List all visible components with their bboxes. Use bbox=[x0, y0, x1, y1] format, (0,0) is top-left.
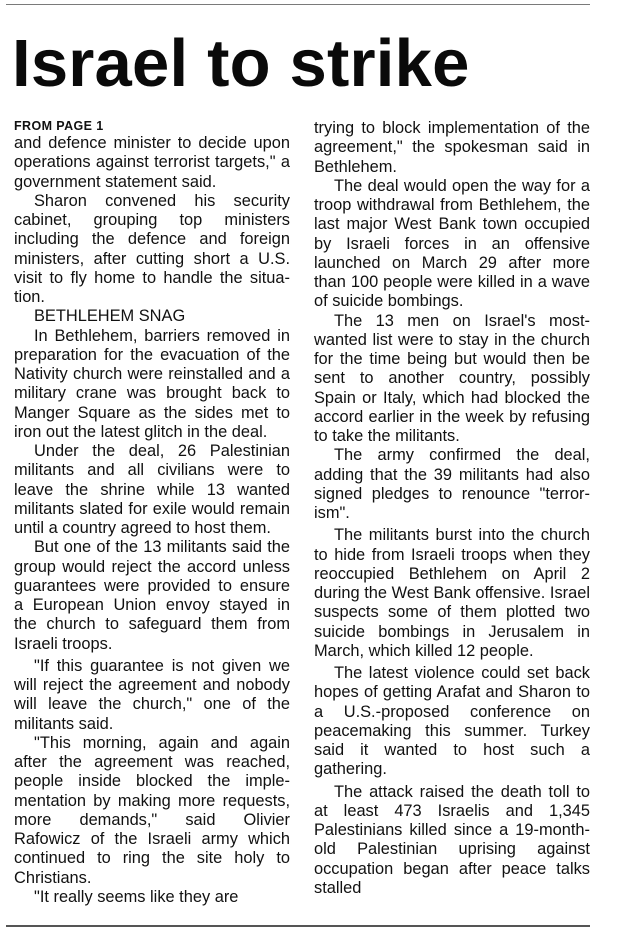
paragraph: trying to block implementation of the agreement," the spokesman said in Bethlehem. bbox=[314, 119, 590, 176]
paragraph: In Bethlehem, barriers removed in preparation for the evacuation of the Nativity church were reinstalled and a military crane was brought back to Manger Square as the sides met to iron out the latest glitch in the deal. bbox=[14, 326, 290, 441]
paragraph: The deal would open the way for a troop withdrawal from Bethlehem, the last major West Bank town occupied by Israeli forces in an offensive launched on March 29 after more than 100 people were killed in a wave of suicide bombings. bbox=[314, 176, 590, 311]
paragraph: Under the deal, 26 Palestinian militants and all civilians were to leave the shrine while 13 wanted militants slated for exile would remain until a country agreed to host them. bbox=[14, 442, 290, 537]
paragraph: The attack raised the death toll to at least 473 Israelis and 1,345 Palestinians killed since a 19-month-old Palestinian uprising against occupation began after peace talks stalled bbox=[314, 782, 590, 897]
paragraph: The militants burst into the church to hide from Israeli troops when they reoccupied Bethlehem on April 2 during the West Bank offensive. Israel suspects some of them plotted two suicide bombings in Jerusalem in March, which killed 12 people. bbox=[314, 526, 590, 660]
paragraph: "If this guarantee is not given we will reject the agreement and nobody will leave the church," one of the militants said. bbox=[14, 656, 290, 733]
paragraph: The 13 men on Israel's most-wanted list were to stay in the church for the time being but would then be sent to another country, possibly Spain or Italy, which had blocked the accord earlier in the week by refusing to take the militants. bbox=[314, 311, 590, 445]
paragraph: "It really seems like they are bbox=[34, 887, 239, 906]
kicker: FROM PAGE 1 bbox=[14, 119, 104, 133]
paragraph: The latest violence could set back hopes of getting Arafat and Sharon to a U.S.-proposed conference on peacemaking this summer. Turkey said it wanted to host such a gathering. bbox=[314, 664, 590, 779]
paragraph: "This morning, again and again after the agreement was reached, people inside blocked the implementation by making more requests, more demands," said Olivier Rafowicz of the Israeli army which continued to ring the site holy to Christians. bbox=[14, 733, 290, 887]
subheading: BETHLEHEM SNAG bbox=[34, 307, 186, 326]
paragraph: But one of the 13 militants said the group would reject the accord unless guarantees were provided to ensure a European Union envoy stayed in the church to safeguard them from Israeli troops. bbox=[14, 538, 290, 653]
article-column-right bbox=[314, 119, 590, 898]
headline: Israel to strike bbox=[12, 26, 470, 101]
top-rule bbox=[6, 4, 590, 5]
bottom-rule bbox=[6, 925, 590, 927]
paragraph: The army confirmed the deal, adding that the 39 militants had also signed pledges to renounce "terrorism". bbox=[314, 446, 590, 522]
paragraph: Sharon convened his security cabinet, grouping top ministers including the defence and foreign ministers, after cutting short a U.S. visit to fly home to handle the situation. bbox=[14, 191, 290, 306]
paragraph: and defence minister to decide upon operations against terrorist targets," a government statement said. bbox=[14, 134, 290, 191]
article-column-left bbox=[14, 119, 290, 907]
